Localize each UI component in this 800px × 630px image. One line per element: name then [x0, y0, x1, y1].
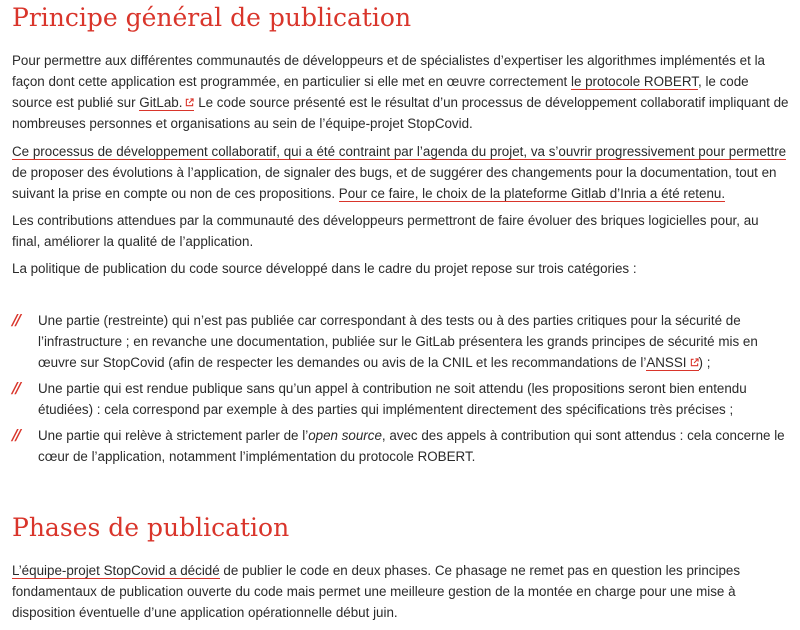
- link-protocole-robert[interactable]: le protocole ROBERT: [570, 74, 698, 89]
- slash-bullet-icon: //: [12, 311, 19, 329]
- paragraph-processus: [12, 141, 790, 204]
- paragraph-text: de proposer des évolutions à l’application, de signaler des bugs, et de suggérer des changements pour la documentation, tout en suivant la prise en compte ou non de ces propositions.: [12, 165, 777, 201]
- categories-list: [12, 310, 790, 472]
- section-title-phases: Phases de publication: [12, 513, 290, 542]
- list-item-text: ) ;: [698, 355, 711, 370]
- paragraph-intro: [12, 50, 790, 134]
- slash-bullet-icon: //: [12, 379, 19, 397]
- emphasis-open-source: open source: [308, 428, 382, 443]
- section-title-principe: Principe général de publication: [12, 3, 412, 32]
- list-item: [12, 310, 790, 373]
- list-item-text: Une partie qui relève à strictement parler de l’: [38, 428, 309, 443]
- paragraph-text: de publier le code en deux phases. Ce phasage ne remet pas en question les principes fondamentaux de publication ouverte du code mais permet une meilleure gestion de la montée en charge pour une mise à disposition éventuelle d’une application opérationnelle début juin.: [12, 563, 741, 620]
- list-item-text: Une partie qui est rendue publique sans qu’un appel à contribution ne soit attendu (les propositions seront bien entendu étudiées) : cela correspond par exemple à des parties qui implémentent directement des spécifications très précises ;: [38, 381, 747, 417]
- paragraph-phases: [12, 560, 790, 623]
- slash-bullet-icon: //: [12, 426, 19, 444]
- list-item-text: , avec des appels à contribution qui sont attendus : cela concerne le cœur de l’application, notamment l’implémentation du protocole ROBERT.: [38, 428, 785, 464]
- link-gitlab-label: GitLab.: [139, 95, 183, 110]
- link-anssi-label: ANSSI: [646, 355, 687, 370]
- paragraph-contributions: Les contributions attendues par la communauté des développeurs permettront de faire évoluer des briques logicielles pour, au final, améliorer la qualité de l’application.: [12, 213, 759, 249]
- paragraph-text: , le code source est publié sur: [12, 74, 749, 110]
- highlight-processus: Ce processus de développement collaboratif, qui a été contraint par l’agenda du projet, va s’ouvrir progressivement pour permettre: [12, 144, 787, 159]
- link-anssi[interactable]: [646, 355, 698, 371]
- list-item-text: Une partie (restreinte) qui n’est pas publiée car correspondant à des tests ou à des parties critiques pour la sécurité de l’infrastructure ; en revanche une documentation, publiée sur le GitLab présentera les grands principes de sécurité mis en œuvre sur StopCovid (afin de respecter les demandes ou avis de la CNIL et les recommandations de l’: [38, 313, 758, 370]
- list-item: [12, 425, 790, 467]
- paragraph-text: Pour permettre aux différentes communautés de développeurs et de spécialistes d’expertiser les algorithmes implémentés et la façon dont cette application est programmée, en particulier si elle met en œuvre correctement: [12, 53, 765, 89]
- paragraph-text: Le code source présenté est le résultat d’un processus de développement collaboratif impliquant de nombreuses personnes et organisations au sein de l’équipe-projet StopCovid.: [12, 95, 789, 131]
- highlight-equipe-projet: L’équipe-projet StopCovid a décidé: [12, 563, 220, 578]
- link-gitlab[interactable]: [139, 95, 194, 111]
- list-item: [12, 378, 790, 420]
- external-link-icon: [690, 358, 699, 367]
- highlight-gitlab-inria: Pour ce faire, le choix de la plateforme Gitlab d’Inria a été retenu.: [338, 186, 726, 201]
- paragraph-politique: La politique de publication du code source développé dans le cadre du projet repose sur trois catégories :: [12, 261, 637, 276]
